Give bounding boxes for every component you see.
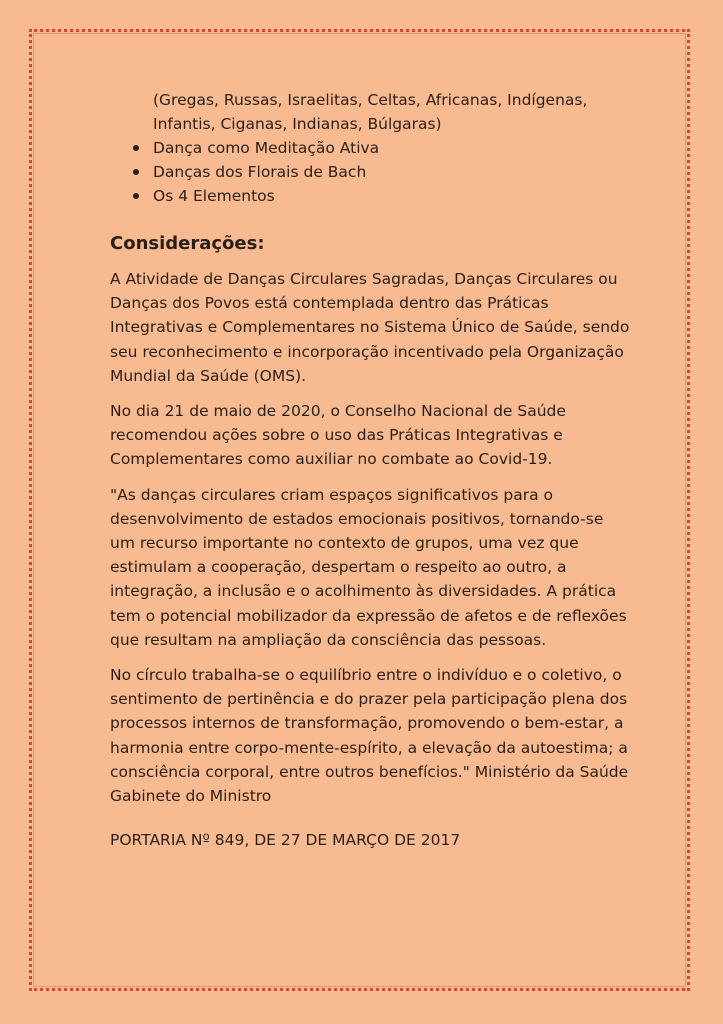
paragraph: No dia 21 de maio de 2020, o Conselho Nacional de Saúde recomendou ações sobre o uso das Práticas Integrativas e Complementares como auxiliar no combate ao Covid-19. <box>110 402 566 469</box>
list-item-text: Dança como Meditação Ativa <box>153 139 380 157</box>
bullet-list <box>110 136 630 208</box>
list-continuation <box>110 88 630 136</box>
list-item <box>110 136 630 160</box>
bullet-icon <box>133 145 139 151</box>
paragraph: No círculo trabalha-se o equilíbrio entre o indivíduo e o coletivo, o sentimento de pertinência e do prazer pela participação plena dos processos internos de transformação, promovendo o bem-estar, a harmonia entre corpo-mente-espírito, a elevação da autoestima; a consciência corporal, entre outros benefícios." Ministério da Saúde Gabinete do Ministro <box>110 666 629 806</box>
list-item <box>110 160 630 184</box>
list-item <box>110 184 630 208</box>
list-continuation-line: (Gregas, Russas, Israelitas, Celtas, Africanas, Indígenas, <box>153 91 588 109</box>
list-item-text: Os 4 Elementos <box>153 187 275 205</box>
paragraph: A Atividade de Danças Circulares Sagradas, Danças Circulares ou Danças dos Povos está contemplada dentro das Práticas Integrativas e Complementares no Sistema Único de Saúde, sendo seu reconhecimento e incorporação incentivado pela Organização Mundial da Saúde (OMS). <box>110 270 630 385</box>
bullet-icon <box>133 193 139 199</box>
document-body <box>110 88 630 852</box>
section-heading: Considerações: <box>110 233 265 254</box>
paragraph: "As danças circulares criam espaços significativos para o desenvolvimento de estados emocionais positivos, tornando-se um recurso importante no contexto de grupos, uma vez que estimulam a cooperação, despertam o respeito ao outro, a integração, a inclusão e o acolhimento às diversidades. A prática tem o potencial mobilizador da expressão de afetos e de reflexões que resultam na ampliação da consciência das pessoas. <box>110 485 627 649</box>
list-item-text: Danças dos Florais de Bach <box>153 163 367 181</box>
portaria-reference: PORTARIA Nº 849, DE 27 DE MARÇO DE 2017 <box>110 831 461 850</box>
bullet-icon <box>133 169 139 175</box>
list-continuation-line: Infantis, Ciganas, Indianas, Búlgaras) <box>153 115 442 133</box>
